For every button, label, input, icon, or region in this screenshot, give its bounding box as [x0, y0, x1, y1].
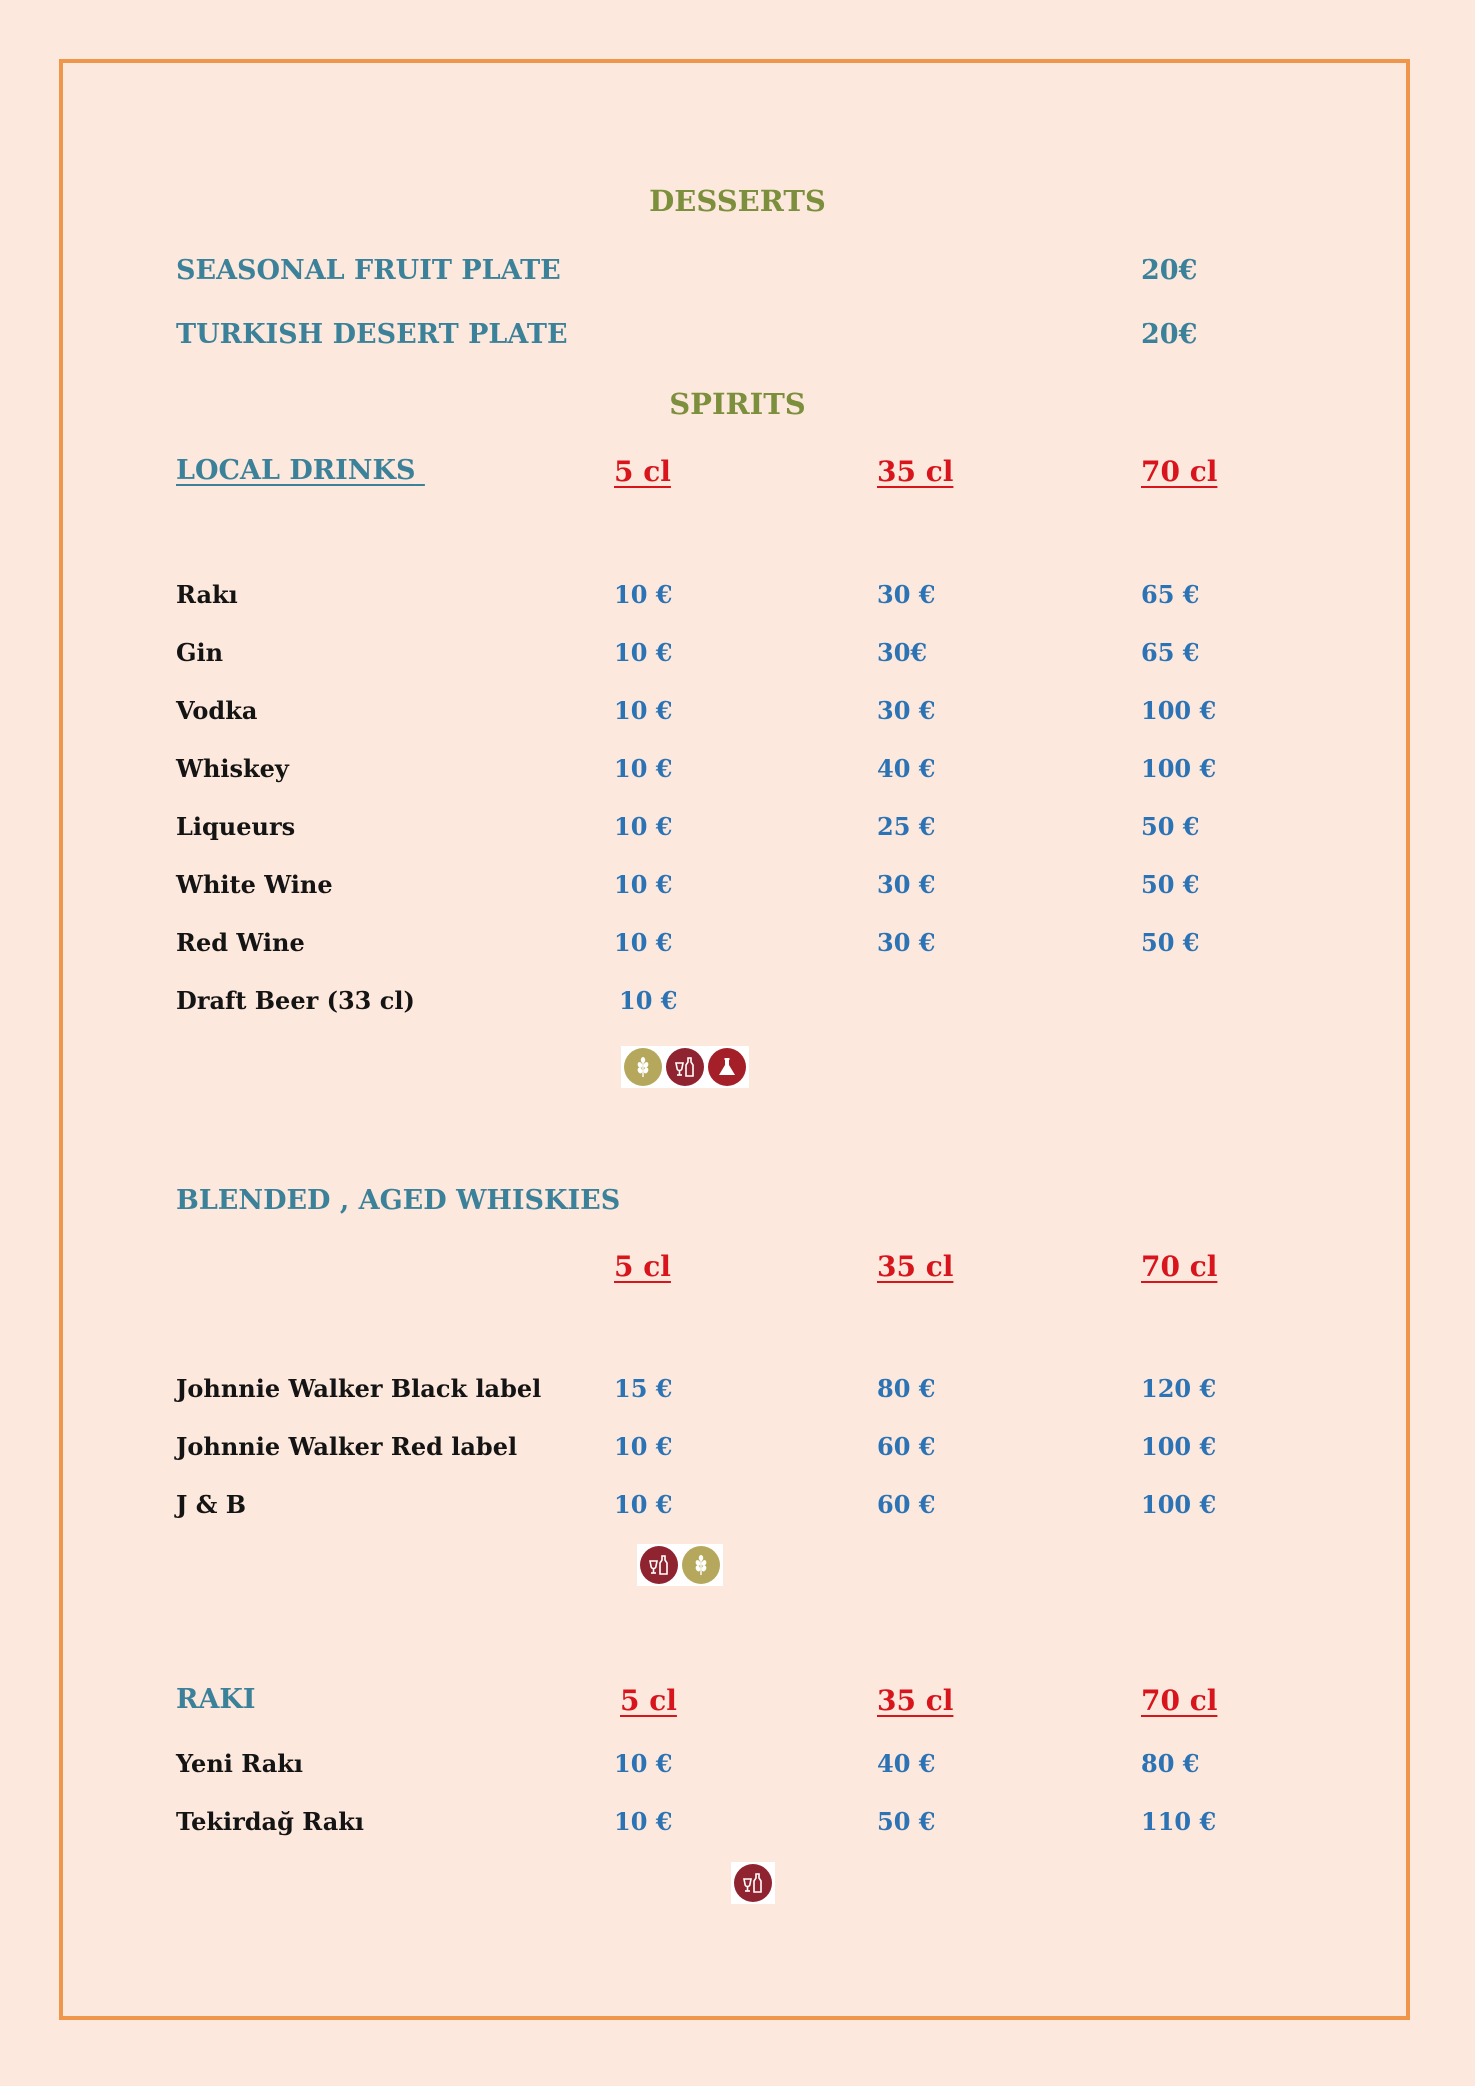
drink-name: Red Wine	[176, 928, 305, 957]
column-header-70cl: 70 cl	[1141, 455, 1218, 488]
drink-price-35cl: 80 €	[877, 1374, 936, 1403]
drink-price-5cl: 10 €	[614, 1432, 673, 1461]
local-drinks-title	[176, 455, 505, 486]
spirits-title: SPIRITS	[669, 387, 806, 421]
drink-name: Tekirdağ Rakı	[176, 1807, 365, 1836]
column-header-70cl: 70 cl	[1141, 1684, 1218, 1717]
drink-price-70cl: 65 €	[1141, 638, 1200, 667]
local-drinks-icons	[621, 1046, 749, 1088]
drink-price-70cl: 100 €	[1141, 1432, 1217, 1461]
drink-price-5cl: 10 €	[614, 870, 673, 899]
drink-price-5cl: 10 €	[614, 580, 673, 609]
drink-price-35cl: 30 €	[877, 580, 936, 609]
raki-title: RAKI	[176, 1684, 256, 1715]
drink-price-35cl: 40 €	[877, 754, 936, 783]
drink-price-70cl: 100 €	[1141, 696, 1217, 725]
drink-name: Rakı	[176, 580, 238, 609]
drink-price-70cl: 50 €	[1141, 928, 1200, 957]
dessert-item-name: SEASONAL FRUIT PLATE	[176, 255, 561, 286]
drink-price-5cl: 10 €	[614, 754, 673, 783]
local-drinks-label: LOCAL DRINKS	[176, 455, 416, 486]
drink-price-70cl: 100 €	[1141, 1490, 1217, 1519]
column-header-5cl: 5 cl	[620, 1684, 677, 1717]
drink-price-5cl: 10 €	[614, 812, 673, 841]
drink-price-35cl: 30 €	[877, 870, 936, 899]
grain-icon	[624, 1048, 662, 1086]
drink-name: Vodka	[176, 696, 258, 725]
drink-name: Liqueurs	[176, 812, 296, 841]
drink-price-35cl: 30 €	[877, 928, 936, 957]
drink-price-35cl: 30€	[877, 638, 928, 667]
wine-icon	[734, 1864, 772, 1902]
drink-price-35cl: 60 €	[877, 1490, 936, 1519]
drink-price-5cl: 10 €	[614, 1807, 673, 1836]
drink-name: Gin	[176, 638, 224, 667]
dessert-item-price: 20€	[1141, 319, 1198, 350]
drink-price-70cl: 50 €	[1141, 812, 1200, 841]
drink-price-5cl: 10 €	[614, 928, 673, 957]
wine-icon	[640, 1546, 678, 1584]
drink-price-35cl: 60 €	[877, 1432, 936, 1461]
drink-price-35cl: 50 €	[877, 1807, 936, 1836]
drink-price-70cl: 65 €	[1141, 580, 1200, 609]
dessert-item-price: 20€	[1141, 255, 1198, 286]
drink-price-70cl: 110 €	[1141, 1807, 1217, 1836]
drink-name: J & B	[176, 1490, 247, 1519]
drink-name: White Wine	[176, 870, 333, 899]
drink-name: Draft Beer (33 cl)	[176, 986, 415, 1015]
drink-price-35cl: 25 €	[877, 812, 936, 841]
grain-icon	[682, 1546, 720, 1584]
column-header-5cl: 5 cl	[614, 455, 671, 488]
drink-price-5cl: 10 €	[614, 638, 673, 667]
drink-price-5cl: 10 €	[614, 1749, 673, 1778]
drink-price-5cl: 10 €	[614, 696, 673, 725]
drink-name: Johnnie Walker Red label	[176, 1432, 518, 1461]
column-header-35cl: 35 cl	[877, 1250, 954, 1283]
drink-price-35cl: 30 €	[877, 696, 936, 725]
drink-price-70cl: 80 €	[1141, 1749, 1200, 1778]
column-header-5cl: 5 cl	[614, 1250, 671, 1283]
drink-price-5cl: 15 €	[614, 1374, 673, 1403]
wine-icon	[666, 1048, 704, 1086]
drink-price-70cl: 120 €	[1141, 1374, 1217, 1403]
drink-price-5cl: 10 €	[619, 986, 678, 1015]
drink-price-35cl: 40 €	[877, 1749, 936, 1778]
drink-name: Johnnie Walker Black label	[176, 1374, 542, 1403]
drink-price-5cl: 10 €	[614, 1490, 673, 1519]
drink-price-70cl: 50 €	[1141, 870, 1200, 899]
dessert-item-name: TURKISH DESERT PLATE	[176, 319, 568, 350]
raki-icons	[731, 1862, 775, 1904]
drink-price-70cl: 100 €	[1141, 754, 1217, 783]
column-header-35cl: 35 cl	[877, 455, 954, 488]
flask-icon	[708, 1048, 746, 1086]
desserts-title: DESSERTS	[649, 184, 826, 218]
drink-name: Yeni Rakı	[176, 1749, 304, 1778]
page-border	[59, 59, 1410, 2020]
whiskies-icons	[637, 1544, 723, 1586]
whiskies-title: BLENDED , AGED WHISKIES	[176, 1185, 621, 1216]
drink-name: Whiskey	[176, 754, 289, 783]
column-header-70cl: 70 cl	[1141, 1250, 1218, 1283]
column-header-35cl: 35 cl	[877, 1684, 954, 1717]
